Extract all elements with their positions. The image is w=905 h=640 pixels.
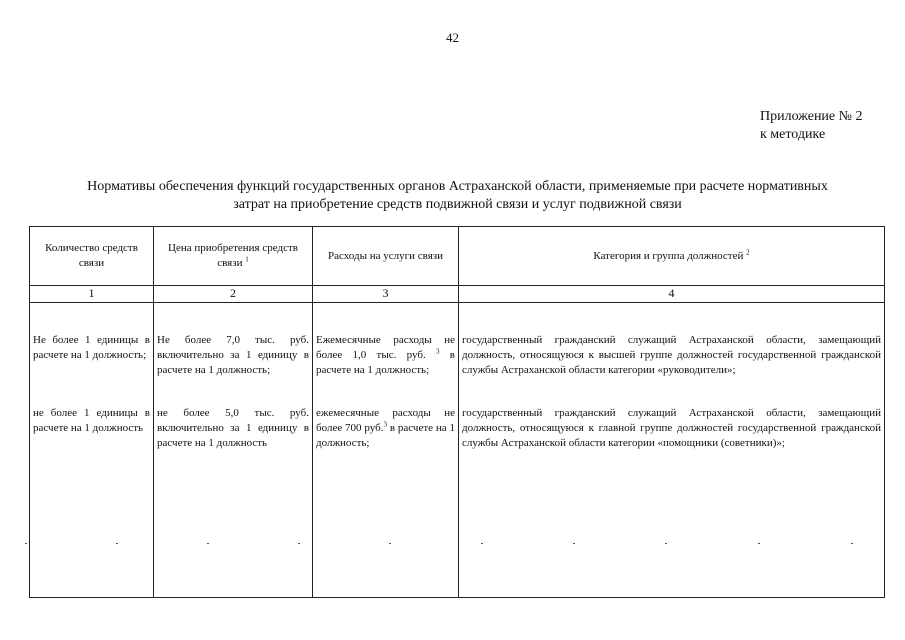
scan-speck — [758, 543, 760, 544]
column-number: 2 — [154, 286, 313, 303]
document-title — [40, 178, 875, 214]
scan-speck — [298, 543, 300, 544]
scan-speck — [573, 543, 575, 544]
cell-quantity: не более 1 единицы в расчете на 1 должность — [30, 398, 154, 598]
cell-category: государственный гражданский служащий Астраханской области, замещающий должность, относящуюся к главной группе должностей государственной гражданской службы Астраханской области категории «помощники (советники)»; — [459, 398, 885, 598]
cell-price: Не более 7,0 тыс. руб. включительно за 1 единицу в расчете на 1 должность; — [154, 303, 313, 398]
table-row — [30, 303, 885, 398]
scan-speck — [481, 543, 483, 544]
cell-price: не более 5,0 тыс. руб. включительно за 1 единицу в расчете на 1 должность — [154, 398, 313, 598]
scan-specks — [0, 543, 905, 547]
column-number: 1 — [30, 286, 154, 303]
cell-category: государственный гражданский служащий Астраханской области, замещающий должность, относящуюся к высшей группе должностей государственной гражданской службы Астраханской области категории «руководители»; — [459, 303, 885, 398]
table-header-row — [30, 227, 885, 286]
column-number: 3 — [313, 286, 459, 303]
appendix-line-2: к методике — [760, 127, 826, 142]
scan-speck — [25, 543, 27, 544]
title-line-2: затрат на приобретение средств подвижной связи и услуг подвижной связи — [233, 197, 682, 212]
header-quantity: Количество средств связи — [30, 227, 154, 286]
scan-speck — [116, 543, 118, 544]
cell-quantity: Не более 1 единицы в расчете на 1 должность; — [30, 303, 154, 398]
header-price: Цена приобретения средств связи $^1$ — [154, 227, 313, 286]
header-category: Категория и группа должностей $^2$ — [459, 227, 885, 286]
scan-speck — [389, 543, 391, 544]
column-number-row — [30, 286, 885, 303]
cell-services: ежемесячные расходы не более 700 руб.$^3$ в расчете на 1 должность; — [313, 398, 459, 598]
appendix-label — [760, 108, 863, 144]
table-row — [30, 398, 885, 598]
scan-speck — [665, 543, 667, 544]
scan-speck — [851, 543, 853, 544]
header-services: Расходы на услуги связи — [313, 227, 459, 286]
appendix-line-1: Приложение № 2 — [760, 109, 863, 124]
title-line-1: Нормативы обеспечения функций государственных органов Астраханской области, применяемые при расчете нормативных — [87, 179, 828, 194]
cell-services: Ежемесячные расходы не более 1,0 тыс. руб. $^3$ в расчете на 1 должность; — [313, 303, 459, 398]
page-number: 42 — [446, 30, 459, 45]
scan-speck — [207, 543, 209, 544]
column-number: 4 — [459, 286, 885, 303]
